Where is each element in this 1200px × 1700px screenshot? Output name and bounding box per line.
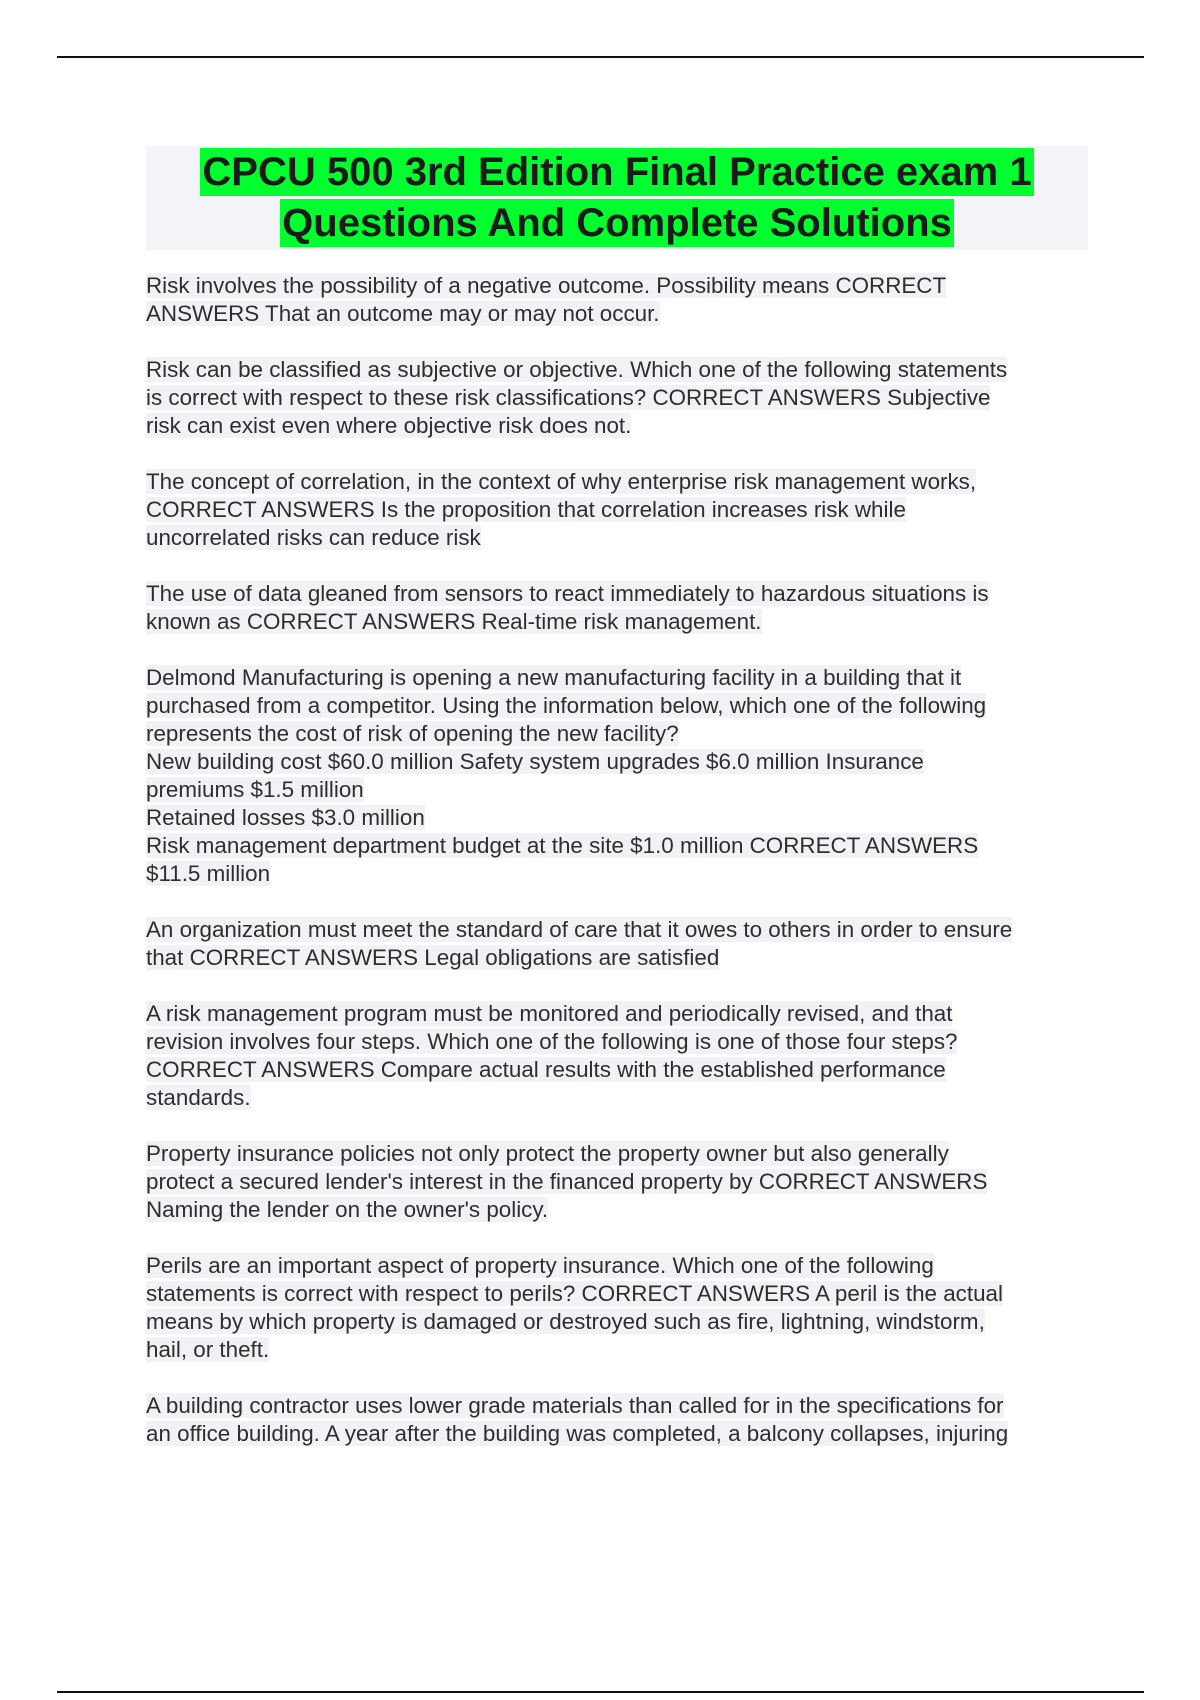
qa-line bbox=[146, 580, 1086, 608]
qa-line bbox=[146, 1000, 1086, 1028]
qa-item bbox=[146, 664, 1086, 888]
qa-line-text: protect a secured lender's interest in the financed property by CORRECT ANSWERS bbox=[146, 1169, 988, 1194]
qa-line bbox=[146, 1084, 1086, 1112]
qa-line-text: purchased from a competitor. Using the information below, which one of the following bbox=[146, 693, 987, 718]
qa-line bbox=[146, 860, 1086, 888]
qa-line bbox=[146, 384, 1086, 412]
qa-line bbox=[146, 356, 1086, 384]
qa-line-text: an office building. A year after the building was completed, a balcony collapses, injuring bbox=[146, 1421, 1009, 1446]
qa-line bbox=[146, 1420, 1086, 1448]
qa-item bbox=[146, 468, 1086, 552]
qa-line-text: Risk involves the possibility of a negative outcome. Possibility means CORRECT bbox=[146, 273, 947, 298]
qa-line bbox=[146, 720, 1086, 748]
qa-line-text: hail, or theft. bbox=[146, 1337, 270, 1362]
qa-line bbox=[146, 1392, 1086, 1420]
qa-item bbox=[146, 272, 1086, 328]
qa-line-text: known as CORRECT ANSWERS Real-time risk management. bbox=[146, 609, 762, 634]
qa-list bbox=[146, 272, 1086, 1448]
qa-line-text: Naming the lender on the owner's policy. bbox=[146, 1197, 549, 1222]
qa-item bbox=[146, 1000, 1086, 1112]
qa-line bbox=[146, 832, 1086, 860]
qa-line bbox=[146, 468, 1086, 496]
qa-line-text: The concept of correlation, in the context of why enterprise risk management works, bbox=[146, 469, 977, 494]
qa-line-text: premiums $1.5 million bbox=[146, 777, 364, 802]
qa-line-text: means by which property is damaged or destroyed such as fire, lightning, windstorm, bbox=[146, 1309, 985, 1334]
qa-line-text: Retained losses $3.0 million bbox=[146, 805, 425, 830]
qa-line bbox=[146, 1252, 1086, 1280]
qa-line bbox=[146, 1336, 1086, 1364]
qa-line-text: A building contractor uses lower grade materials than called for in the specifications for bbox=[146, 1393, 1004, 1418]
qa-line-text: uncorrelated risks can reduce risk bbox=[146, 525, 481, 550]
title-line: CPCU 500 3rd Edition Final Practice exam 1 bbox=[202, 150, 1032, 194]
qa-line-text: risk can exist even where objective risk does not. bbox=[146, 413, 632, 438]
qa-line bbox=[146, 608, 1086, 636]
qa-line-text: Risk management department budget at the site $1.0 million CORRECT ANSWERS bbox=[146, 833, 979, 858]
qa-line bbox=[146, 692, 1086, 720]
qa-line bbox=[146, 748, 1086, 776]
qa-line bbox=[146, 664, 1086, 692]
qa-line bbox=[146, 944, 1086, 972]
qa-line-text: The use of data gleaned from sensors to react immediately to hazardous situations is bbox=[146, 581, 989, 606]
title-block bbox=[146, 146, 1088, 250]
qa-line bbox=[146, 776, 1086, 804]
qa-line-text: statements is correct with respect to perils? CORRECT ANSWERS A peril is the actual bbox=[146, 1281, 1003, 1306]
qa-line-text: Delmond Manufacturing is opening a new manufacturing facility in a building that it bbox=[146, 665, 962, 690]
qa-line-text: Property insurance policies not only protect the property owner but also generally bbox=[146, 1141, 949, 1166]
qa-item bbox=[146, 1252, 1086, 1364]
qa-line bbox=[146, 1056, 1086, 1084]
qa-line bbox=[146, 1028, 1086, 1056]
qa-line bbox=[146, 300, 1086, 328]
document-title bbox=[146, 146, 1088, 249]
qa-line bbox=[146, 496, 1086, 524]
bottom-rule bbox=[57, 1691, 1144, 1693]
qa-line-text: is correct with respect to these risk classifications? CORRECT ANSWERS Subjective bbox=[146, 385, 991, 410]
qa-line-text: $11.5 million bbox=[146, 861, 271, 886]
qa-line bbox=[146, 1196, 1086, 1224]
qa-item bbox=[146, 1392, 1086, 1448]
qa-item bbox=[146, 356, 1086, 440]
qa-line bbox=[146, 1308, 1086, 1336]
title-line: Questions And Complete Solutions bbox=[282, 201, 952, 245]
qa-line bbox=[146, 412, 1086, 440]
qa-line bbox=[146, 272, 1086, 300]
qa-line-text: An organization must meet the standard of care that it owes to others in order to ensure bbox=[146, 917, 1013, 942]
qa-item bbox=[146, 1140, 1086, 1224]
qa-line-text: standards. bbox=[146, 1085, 251, 1110]
qa-line-text: ANSWERS That an outcome may or may not occur. bbox=[146, 301, 660, 326]
qa-line-text: CORRECT ANSWERS Is the proposition that correlation increases risk while bbox=[146, 497, 906, 522]
qa-line bbox=[146, 1168, 1086, 1196]
qa-line-text: revision involves four steps. Which one of the following is one of those four steps? bbox=[146, 1029, 958, 1054]
qa-item bbox=[146, 580, 1086, 636]
top-rule bbox=[57, 56, 1144, 58]
qa-item bbox=[146, 916, 1086, 972]
qa-line bbox=[146, 1140, 1086, 1168]
qa-line bbox=[146, 916, 1086, 944]
qa-line-text: A risk management program must be monitored and periodically revised, and that bbox=[146, 1001, 953, 1026]
qa-line-text: CORRECT ANSWERS Compare actual results with the established performance bbox=[146, 1057, 946, 1082]
qa-line bbox=[146, 1280, 1086, 1308]
qa-line-text: that CORRECT ANSWERS Legal obligations are satisfied bbox=[146, 945, 720, 970]
qa-line-text: represents the cost of risk of opening the new facility? bbox=[146, 721, 679, 746]
qa-line bbox=[146, 804, 1086, 832]
qa-line-text: Risk can be classified as subjective or objective. Which one of the following statements bbox=[146, 357, 1008, 382]
qa-line bbox=[146, 524, 1086, 552]
qa-line-text: New building cost $60.0 million Safety system upgrades $6.0 million Insurance bbox=[146, 749, 924, 774]
qa-line-text: Perils are an important aspect of property insurance. Which one of the following bbox=[146, 1253, 934, 1278]
